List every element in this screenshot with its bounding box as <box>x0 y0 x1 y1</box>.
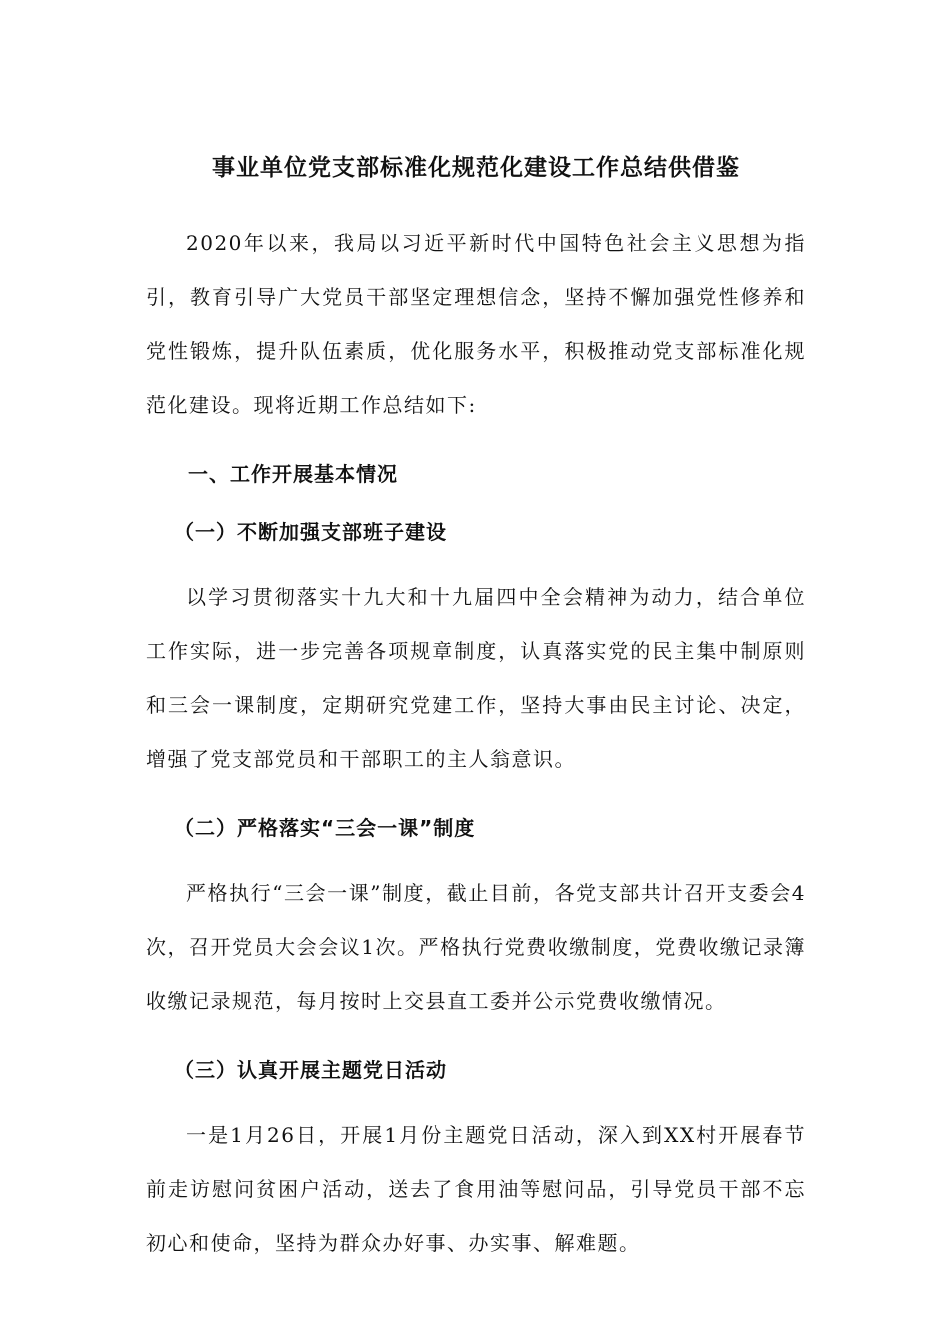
subsection-heading-1: （一）不断加强支部班子建设 <box>174 520 447 544</box>
subsection-paragraph-2: 严格执行“三会一课”制度，截止目前，各党支部共计召开支委会4次，召开党员大会会议1次。严格执行党费收缴制度，党费收缴记录簿收缴记录规范，每月按时上交县直工委并公示党费收缴情况。 <box>146 881 806 1013</box>
section-heading-1: 一、工作开展基本情况 <box>188 462 398 486</box>
subsection-paragraph-1: 以学习贯彻落实十九大和十九届四中全会精神为动力，结合单位工作实际，进一步完善各项规章制度，认真落实党的民主集中制原则和三会一课制度，定期研究党建工作，坚持大事由民主讨论、决定，增强了党支部党员和干部职工的主人翁意识。 <box>146 585 806 771</box>
subsection-heading-3: （三）认真开展主题党日活动 <box>174 1058 447 1082</box>
document-title: 事业单位党支部标准化规范化建设工作总结供借鉴 <box>212 155 740 181</box>
subsection-heading-2: （二）严格落实“三会一课”制度 <box>174 816 476 840</box>
document-body <box>146 148 806 1292</box>
intro-paragraph: 2020年以来，我局以习近平新时代中国特色社会主义思想为指引，教育引导广大党员干部坚定理想信念，坚持不懈加强党性修养和党性锻炼，提升队伍素质，优化服务水平，积极推动党支部标准化规范化建设。现将近期工作总结如下: <box>146 231 806 417</box>
subsection-paragraph-3: 一是1月26日，开展1月份主题党日活动，深入到XX村开展春节前走访慰问贫困户活动，送去了食用油等慰问品，引导党员干部不忘初心和使命，坚持为群众办好事、办实事、解难题。 <box>146 1123 806 1255</box>
